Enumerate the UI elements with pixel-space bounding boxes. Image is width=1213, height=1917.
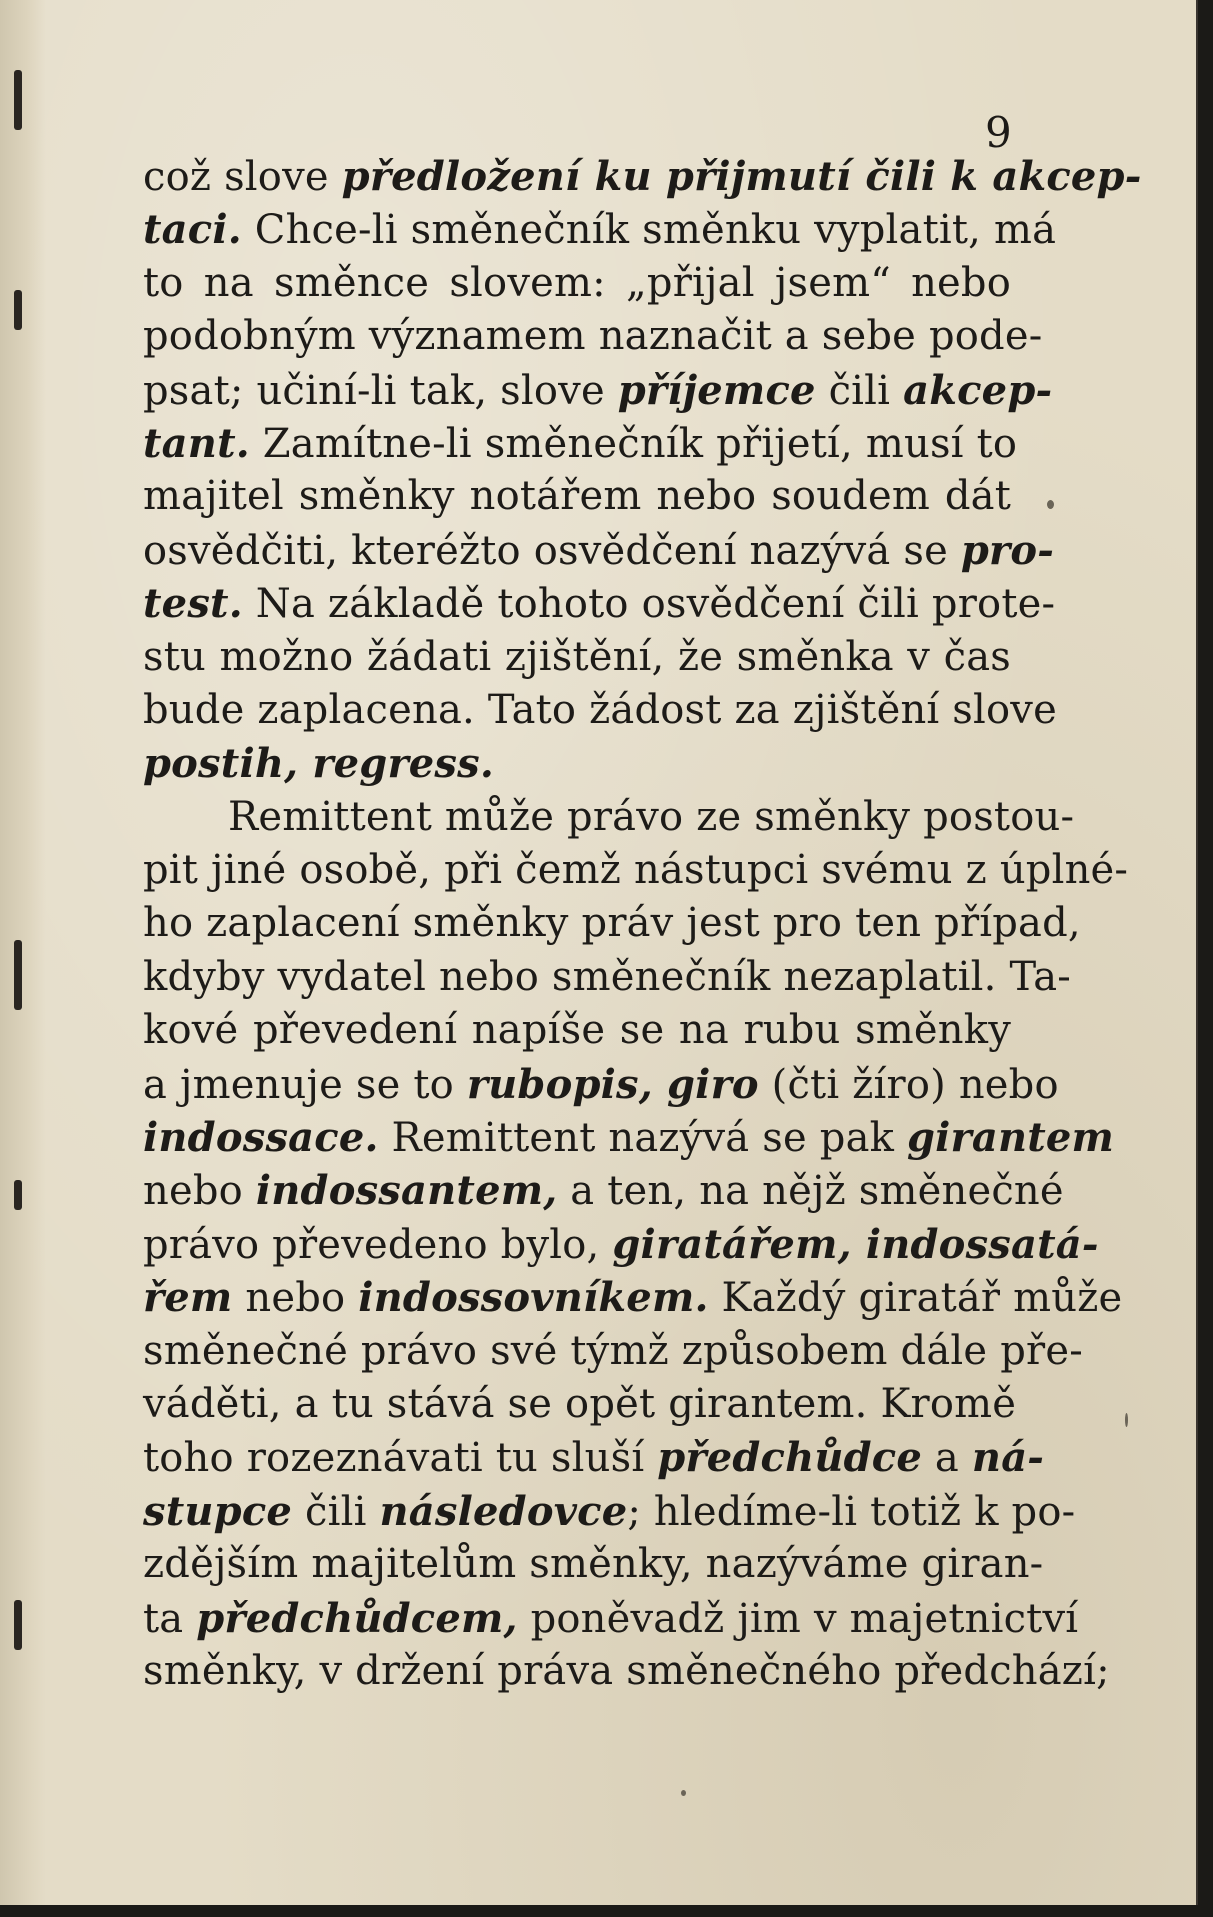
text-segment: čili xyxy=(292,1488,380,1535)
text-line xyxy=(143,364,1053,417)
italic-term: girantem xyxy=(906,1114,1115,1162)
text-line xyxy=(143,1378,1017,1431)
text-line xyxy=(143,1485,1076,1538)
text-segment: ho zaplacení směnky práv jest pro ten případ, xyxy=(143,900,1081,947)
body-text xyxy=(143,150,1142,1698)
text-line xyxy=(143,1645,1110,1698)
text-line xyxy=(143,150,1142,203)
text-segment: ta xyxy=(143,1595,197,1642)
text-line xyxy=(143,1111,1115,1164)
text-segment: čili xyxy=(815,367,904,414)
italic-term: tant. xyxy=(143,419,250,467)
italic-term: indossovníkem. xyxy=(358,1274,709,1322)
text-segment: nebo xyxy=(232,1275,359,1322)
text-segment: nebo xyxy=(143,1168,256,1215)
text-line xyxy=(143,1218,1099,1271)
text-segment: podobným významem naznačit a sebe pode- xyxy=(143,313,1043,360)
italic-term: předložení ku přijmutí čili k akcep- xyxy=(341,153,1142,200)
text-line xyxy=(143,577,1056,630)
binding-mark xyxy=(14,70,22,130)
italic-term: následovce xyxy=(379,1487,628,1535)
italic-term: akcep- xyxy=(903,366,1053,414)
text-segment: (čti žíro) nebo xyxy=(758,1061,1059,1108)
text-segment: a ten, na nějž směnečné xyxy=(557,1168,1064,1215)
text-segment: právo převedeno bylo, xyxy=(143,1221,613,1268)
text-line xyxy=(143,1058,1059,1111)
text-segment: Zamítne-li směnečník přijetí, musí to xyxy=(249,420,1018,467)
text-line xyxy=(143,417,1018,470)
italic-term: ná- xyxy=(971,1434,1045,1482)
text-segment: kové převedení napíše se na rubu směnky xyxy=(143,1007,1011,1054)
italic-term: rubopis, giro xyxy=(466,1060,759,1108)
text-line xyxy=(143,203,1057,256)
text-segment: což slove xyxy=(143,154,342,200)
italic-term: test. xyxy=(143,580,243,628)
italic-term: předchůdce xyxy=(657,1434,923,1482)
text-segment: zdějším majitelům směnky, nazýváme giran- xyxy=(143,1541,1044,1588)
text-line xyxy=(143,791,1075,844)
text-segment: váděti, a tu stává se opět girantem. Kromě xyxy=(143,1380,1017,1427)
text-line xyxy=(143,844,1129,897)
text-line xyxy=(143,1325,1083,1378)
text-line xyxy=(143,737,1011,790)
italic-term: indossantem, xyxy=(255,1167,558,1215)
text-segment: poněvadž jim v majetnictví xyxy=(517,1595,1079,1642)
text-line xyxy=(143,310,1043,363)
italic-term: předchůdcem, xyxy=(196,1594,518,1642)
paper-speck xyxy=(1047,500,1054,509)
page-number: 9 xyxy=(985,108,1012,157)
italic-term: indossace. xyxy=(143,1114,379,1162)
italic-term: příjemce xyxy=(617,366,816,414)
text-line xyxy=(143,1431,1045,1484)
text-line xyxy=(143,631,1011,684)
text-segment: Remittent nazývá se pak xyxy=(378,1115,907,1162)
text-line xyxy=(143,684,1057,737)
text-line xyxy=(143,1592,1079,1645)
binding-gutter xyxy=(0,0,46,1905)
paper-speck xyxy=(681,1790,686,1796)
text-line xyxy=(143,1164,1064,1217)
text-segment: to na směnce slovem: „přijal jsem“ nebo xyxy=(143,259,1011,306)
text-segment: stu možno žádati zjištění, že směnka v čas xyxy=(143,633,1011,680)
text-segment: Každý giratář může xyxy=(708,1275,1123,1322)
text-segment: psat; učiní-li tak, slove xyxy=(143,367,618,414)
text-segment: Chce-li směnečník směnku vyplatit, má xyxy=(241,207,1057,254)
italic-term: stupce xyxy=(143,1487,293,1535)
text-line xyxy=(143,1538,1044,1591)
text-line xyxy=(143,897,1081,950)
text-line xyxy=(143,257,1011,310)
binding-mark xyxy=(14,940,22,1010)
text-segment: Remittent může právo ze směnky postou- xyxy=(228,793,1075,840)
text-segment: a xyxy=(922,1435,972,1482)
text-segment: a jmenuje se to xyxy=(143,1061,467,1108)
italic-term: řem xyxy=(143,1274,233,1322)
text-line xyxy=(143,1004,1011,1057)
text-line xyxy=(143,524,1055,577)
italic-term: postih, regress. xyxy=(143,740,494,788)
italic-term: pro- xyxy=(960,526,1055,574)
text-line xyxy=(143,951,1071,1004)
text-line xyxy=(143,470,1011,523)
binding-mark xyxy=(14,1180,22,1210)
text-segment: směnky, v držení práva směnečného předchází; xyxy=(143,1647,1110,1694)
binding-mark xyxy=(14,290,22,330)
text-segment: směnečné právo své týmž způsobem dále pře- xyxy=(143,1327,1083,1374)
italic-term: taci. xyxy=(143,206,242,254)
text-segment: majitel směnky notářem nebo soudem dát xyxy=(143,473,1011,520)
text-segment: kdyby vydatel nebo směnečník nezaplatil. Ta- xyxy=(143,953,1071,1000)
text-segment: pit jiné osobě, při čemž nástupci svému z úplné- xyxy=(143,847,1129,894)
text-segment: osvědčiti, kteréžto osvědčení nazývá se xyxy=(143,527,961,574)
italic-term: giratářem, indossatá- xyxy=(612,1220,1099,1268)
binding-mark xyxy=(14,1600,22,1650)
text-segment: ; hledíme-li totiž k po- xyxy=(627,1488,1076,1535)
paper-speck xyxy=(1125,1413,1128,1427)
text-line xyxy=(143,1271,1123,1324)
text-segment: toho rozeznávati tu sluší xyxy=(143,1435,658,1482)
text-segment: bude zaplacena. Tato žádost za zjištění slove xyxy=(143,686,1057,733)
text-segment: Na základě tohoto osvědčení čili prote- xyxy=(242,581,1056,628)
